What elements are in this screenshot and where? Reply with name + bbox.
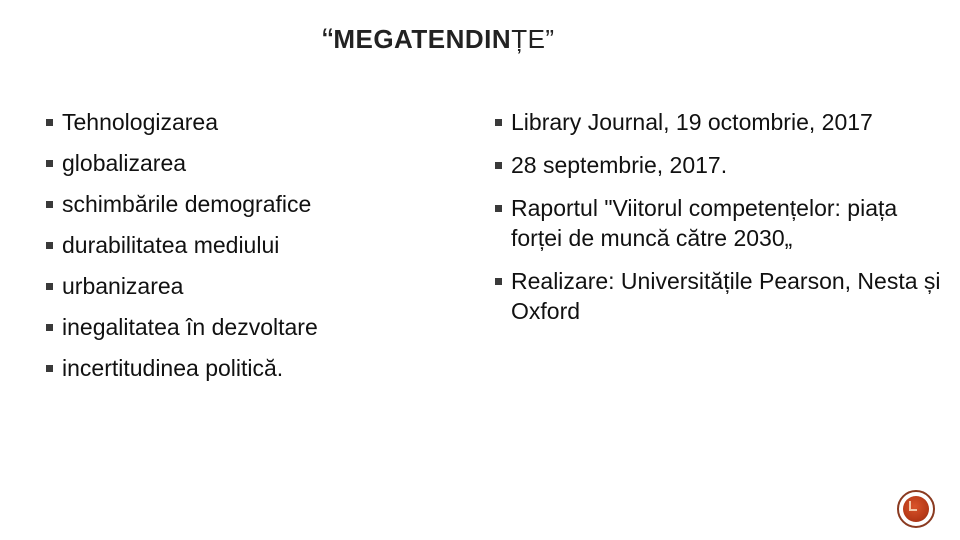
square-bullet-icon (46, 160, 53, 167)
megatrends-list (46, 107, 446, 394)
list-item (495, 266, 945, 326)
square-bullet-icon (46, 119, 53, 126)
square-bullet-icon (495, 278, 502, 285)
square-bullet-icon (46, 242, 53, 249)
square-bullet-icon (495, 162, 502, 169)
list-item (495, 150, 945, 180)
seal-logo-icon (897, 490, 935, 528)
list-item-text: durabilitatea mediului (62, 232, 280, 258)
list-item (495, 107, 945, 137)
list-item-text: incertitudinea politică. (62, 355, 284, 381)
square-bullet-icon (495, 205, 502, 212)
list-item-text: 28 septembrie, 2017. (511, 152, 728, 178)
list-item (46, 271, 446, 301)
sources-list (495, 107, 945, 339)
seal-logo-mark (909, 501, 917, 511)
list-item-text: schimbările demografice (62, 191, 312, 217)
square-bullet-icon (46, 283, 53, 290)
list-item (495, 193, 945, 253)
title-open-quote: “ (322, 22, 334, 60)
list-item-text: Raportul "Viitorul competențelor: piața forței de muncă către 2030„ (511, 195, 898, 251)
list-item (46, 353, 446, 383)
list-item-text: Library Journal, 19 octombrie, 2017 (511, 109, 873, 135)
list-item (46, 107, 446, 137)
title-close-quote: ” (545, 24, 555, 54)
list-item (46, 148, 446, 178)
title-bold-text: MEGATENDIN (333, 24, 512, 54)
list-item-text: Realizare: Universitățile Pearson, Nesta și Oxford (511, 268, 941, 324)
slide-title (322, 24, 555, 63)
square-bullet-icon (46, 365, 53, 372)
square-bullet-icon (46, 201, 53, 208)
list-item-text: Tehnologizarea (62, 109, 219, 135)
list-item-text: urbanizarea (62, 273, 184, 299)
list-item (46, 230, 446, 260)
square-bullet-icon (495, 119, 502, 126)
list-item (46, 312, 446, 342)
title-light-text: ȚE (511, 24, 546, 54)
list-item-text: globalizarea (62, 150, 187, 176)
square-bullet-icon (46, 324, 53, 331)
list-item (46, 189, 446, 219)
list-item-text: inegalitatea în dezvoltare (62, 314, 318, 340)
